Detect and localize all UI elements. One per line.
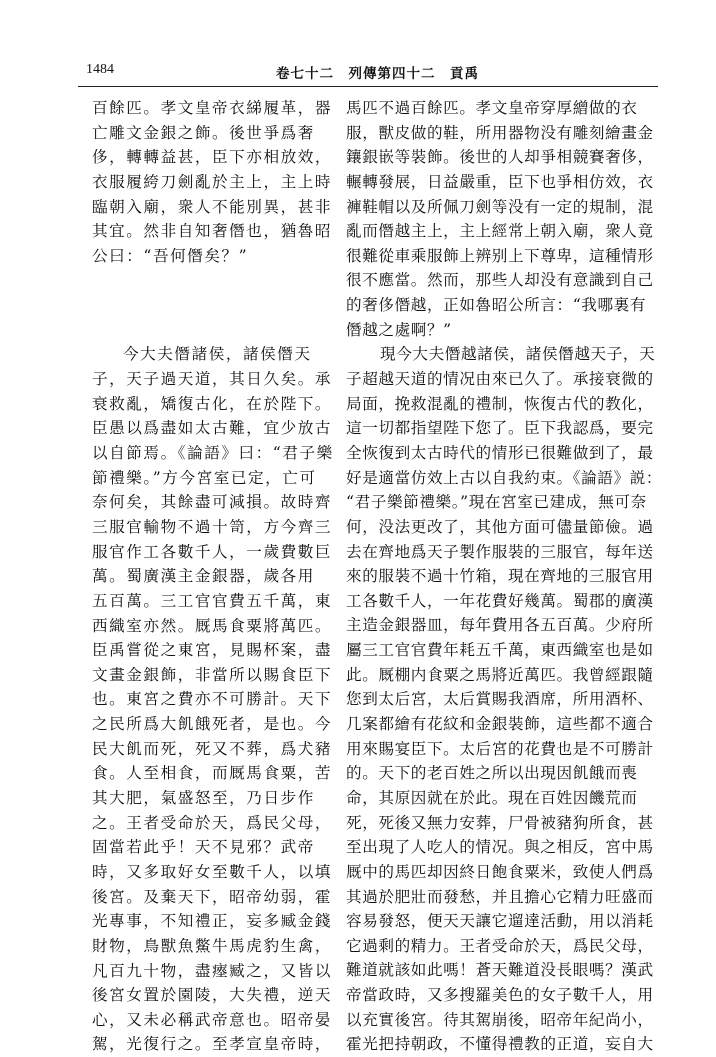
text-line: 命，其原因就在於此。現在百姓因饑荒而	[346, 788, 638, 807]
text-line: 心，又未必稱武帝意也。昭帝晏	[92, 1010, 333, 1029]
paragraph-gap	[92, 268, 316, 342]
text-line: 光專事，不知禮正，妄多臧金錢	[92, 912, 333, 931]
header-rule	[78, 86, 658, 87]
text-line: 公曰：“吾何僭矣？”	[92, 246, 249, 265]
text-line: 鑲銀嵌等裝飾。後世的人却爭相競賽奢侈，	[346, 148, 654, 167]
text-line: 難道就該如此嗎！蒼天難道没長眼嗎？漢武	[346, 961, 654, 980]
text-line: 西織室亦然。厩馬食粟將萬匹。	[92, 616, 333, 635]
text-line: 亂而僭越主上，主上經常上朝入廟，衆人竟	[346, 222, 654, 241]
running-title: 卷七十二 列傳第四十二 貢禹	[276, 66, 479, 82]
text-line: 民大飢而死，死又不葬，爲犬豬	[92, 739, 333, 758]
text-line: 奈何矣，其餘盡可減損。故時齊	[92, 493, 333, 512]
text-line: 用來賜宴臣下。太后宮的花費也是不可勝計	[346, 739, 654, 758]
text-line: “君子樂節禮樂。”現在宮室已建成，無可奈	[346, 493, 647, 512]
text-line: 萬。蜀廣漢主金銀器，歲各用	[92, 567, 315, 586]
text-line: 固當若此乎！天不見邪？武帝	[92, 838, 315, 857]
text-line: 服官作工各數千人，一歲費數巨	[92, 542, 333, 561]
text-line: 之民所爲大飢餓死者，是也。今	[92, 715, 333, 734]
text-line: 服，獸皮做的鞋，所用器物没有雕刻繪畫金	[346, 123, 654, 142]
text-line: 臣禹嘗從之東宮，見賜杯案，盡	[92, 641, 333, 660]
text-line: 何，没法更改了，其他方面可儘量節儉。過	[346, 517, 654, 536]
text-line: 它過剩的精力。王者受命於天，爲民父母，	[346, 936, 654, 955]
text-line: 臨朝入廟，衆人不能別異，甚非	[92, 197, 333, 216]
text-line: 屬三工官官費年耗五千萬，東西織室也是如	[346, 641, 654, 660]
text-line: 後宮女置於園陵，大失禮，逆天	[92, 986, 333, 1005]
text-line: 五百萬。三工官官費五千萬，東	[92, 591, 333, 610]
text-line: 褲鞋帽以及所佩刀劍等没有一定的規制，混	[346, 197, 654, 216]
text-line: 財物，鳥獸魚鱉牛馬虎豹生禽，	[92, 936, 333, 955]
page-header	[78, 62, 658, 84]
text-line: 好是適當仿效上古以自我約束。《論語》説：	[346, 468, 663, 487]
text-line: 後宮。及棄天下，昭帝幼弱，霍	[92, 887, 333, 906]
text-line: 全恢復到太古時代的情形已很難做到了，最	[346, 443, 654, 462]
text-line: 來的服裝不過十竹箱，現在齊地的三服官用	[346, 567, 654, 586]
text-line: 容易發怒，便天天讓它遛達活動，用以消耗	[346, 912, 654, 931]
text-line: 凡百九十物，盡瘞臧之，又皆以	[92, 961, 333, 980]
text-line: 几案都繪有花紋和金銀裝飾，這些都不適合	[346, 715, 654, 734]
text-line: 子超越天道的情况由來已久了。承接衰微的	[346, 370, 654, 389]
text-line: 其宜。然非自知奢僭也，猶魯昭	[92, 222, 333, 241]
text-line: 文畫金銀飾，非當所以賜食臣下	[92, 665, 333, 684]
left-column-original-text	[92, 96, 334, 1057]
text-line: 以自節焉。《論語》曰：“君子樂	[92, 444, 334, 463]
text-line: 衣服履絝刀劍亂於主上，主上時	[92, 172, 333, 191]
text-line: 駕，光復行之。至孝宣皇帝時，	[92, 1035, 333, 1054]
text-line: 節禮樂。”方今宮室已定，亡可	[92, 468, 317, 487]
text-line: 局面，挽救混亂的禮制，恢復古代的教化，	[346, 394, 654, 413]
text-line: 子，天子過天道，其日久矣。承	[92, 370, 333, 389]
right-column-translation	[346, 96, 664, 1057]
text-line: 食。人至相食，而厩馬食粟，苦	[92, 764, 333, 783]
text-line: 霍光把持朝政，不懂得禮教的正道，妄自大	[346, 1035, 654, 1054]
text-line: 很難從車乘服飾上辨别上下尊卑，這種情形	[346, 246, 654, 265]
right-paragraph-2	[346, 342, 664, 1057]
text-line: 主造金銀器皿，每年費用各五百萬。少府所	[346, 616, 654, 635]
text-line: 此。厩棚内食粟之馬將近萬匹。我曾經跟隨	[346, 665, 654, 684]
text-line: 其過於肥壯而發愁，并且擔心它精力旺盛而	[346, 887, 654, 906]
text-line: 以充實後宮。待其駕崩後，昭帝年紀尚小，	[346, 1010, 654, 1029]
text-line: 工各數千人，一年花費好幾萬。蜀郡的廣漢	[346, 591, 654, 610]
text-line: 其大肥，氣盛怒至，乃日步作	[92, 789, 315, 808]
text-line: 的。天下的老百姓之所以出現因飢餓而喪	[346, 764, 638, 783]
text-line: 帝當政時，又多搜羅美色的女子數千人，用	[346, 986, 654, 1005]
text-line: 厩中的馬匹却因終日飽食粟米，致使人們爲	[346, 862, 654, 881]
text-line: 很不應當。然而，那些人却没有意識到自己	[346, 271, 654, 290]
text-line: 去在齊地爲天子製作服裝的三服官，每年送	[346, 542, 654, 561]
text-line: 輾轉發展，日益嚴重，臣下也爭相仿效，衣	[346, 172, 654, 191]
text-line: 臣愚以爲盡如太古難，宜少放古	[92, 419, 333, 438]
text-line: 衰救亂，矯復古化，在於陛下。	[92, 394, 333, 413]
text-line: 也。東宮之費亦不可勝計。天下	[92, 690, 333, 709]
text-line: 侈，轉轉益甚，臣下亦相放效，	[92, 148, 333, 167]
text-line: 僭越之處啊？”	[346, 320, 452, 339]
text-line: 三服官輸物不過十笥，方今齊三	[92, 517, 333, 536]
text-line: 您到太后宮，太后賞賜我酒席，所用酒杯、	[346, 690, 654, 709]
text-line: 時，又多取好女至數千人，以填	[92, 862, 333, 881]
text-line: 今大夫僭諸侯，諸侯僭天	[123, 345, 312, 364]
text-line: 現今大夫僭越諸侯，諸侯僭越天子，天	[380, 345, 656, 364]
text-line: 亡雕文金銀之飾。後世爭爲奢	[92, 123, 315, 142]
text-line: 百餘匹。孝文皇帝衣綈履革，器	[92, 99, 333, 117]
text-line: 的奢侈僭越，正如魯昭公所言：“我哪裏有	[346, 296, 647, 315]
right-paragraph-1	[346, 96, 664, 342]
left-paragraph-2	[92, 342, 334, 1057]
page-number: 1484	[86, 62, 114, 77]
left-paragraph-1	[92, 96, 333, 268]
text-line: 之。王者受命於天，爲民父母，	[92, 813, 333, 832]
text-line: 這一切都指望陛下您了。臣下我認爲，要完	[346, 419, 654, 438]
text-line: 死，死後又無力安葬，尸骨被豬狗所食，甚	[346, 813, 654, 832]
text-line: 至出現了人吃人的情况。與之相反，宮中馬	[346, 838, 654, 857]
text-line: 馬匹不過百餘匹。孝文皇帝穿厚繒做的衣	[346, 99, 638, 117]
